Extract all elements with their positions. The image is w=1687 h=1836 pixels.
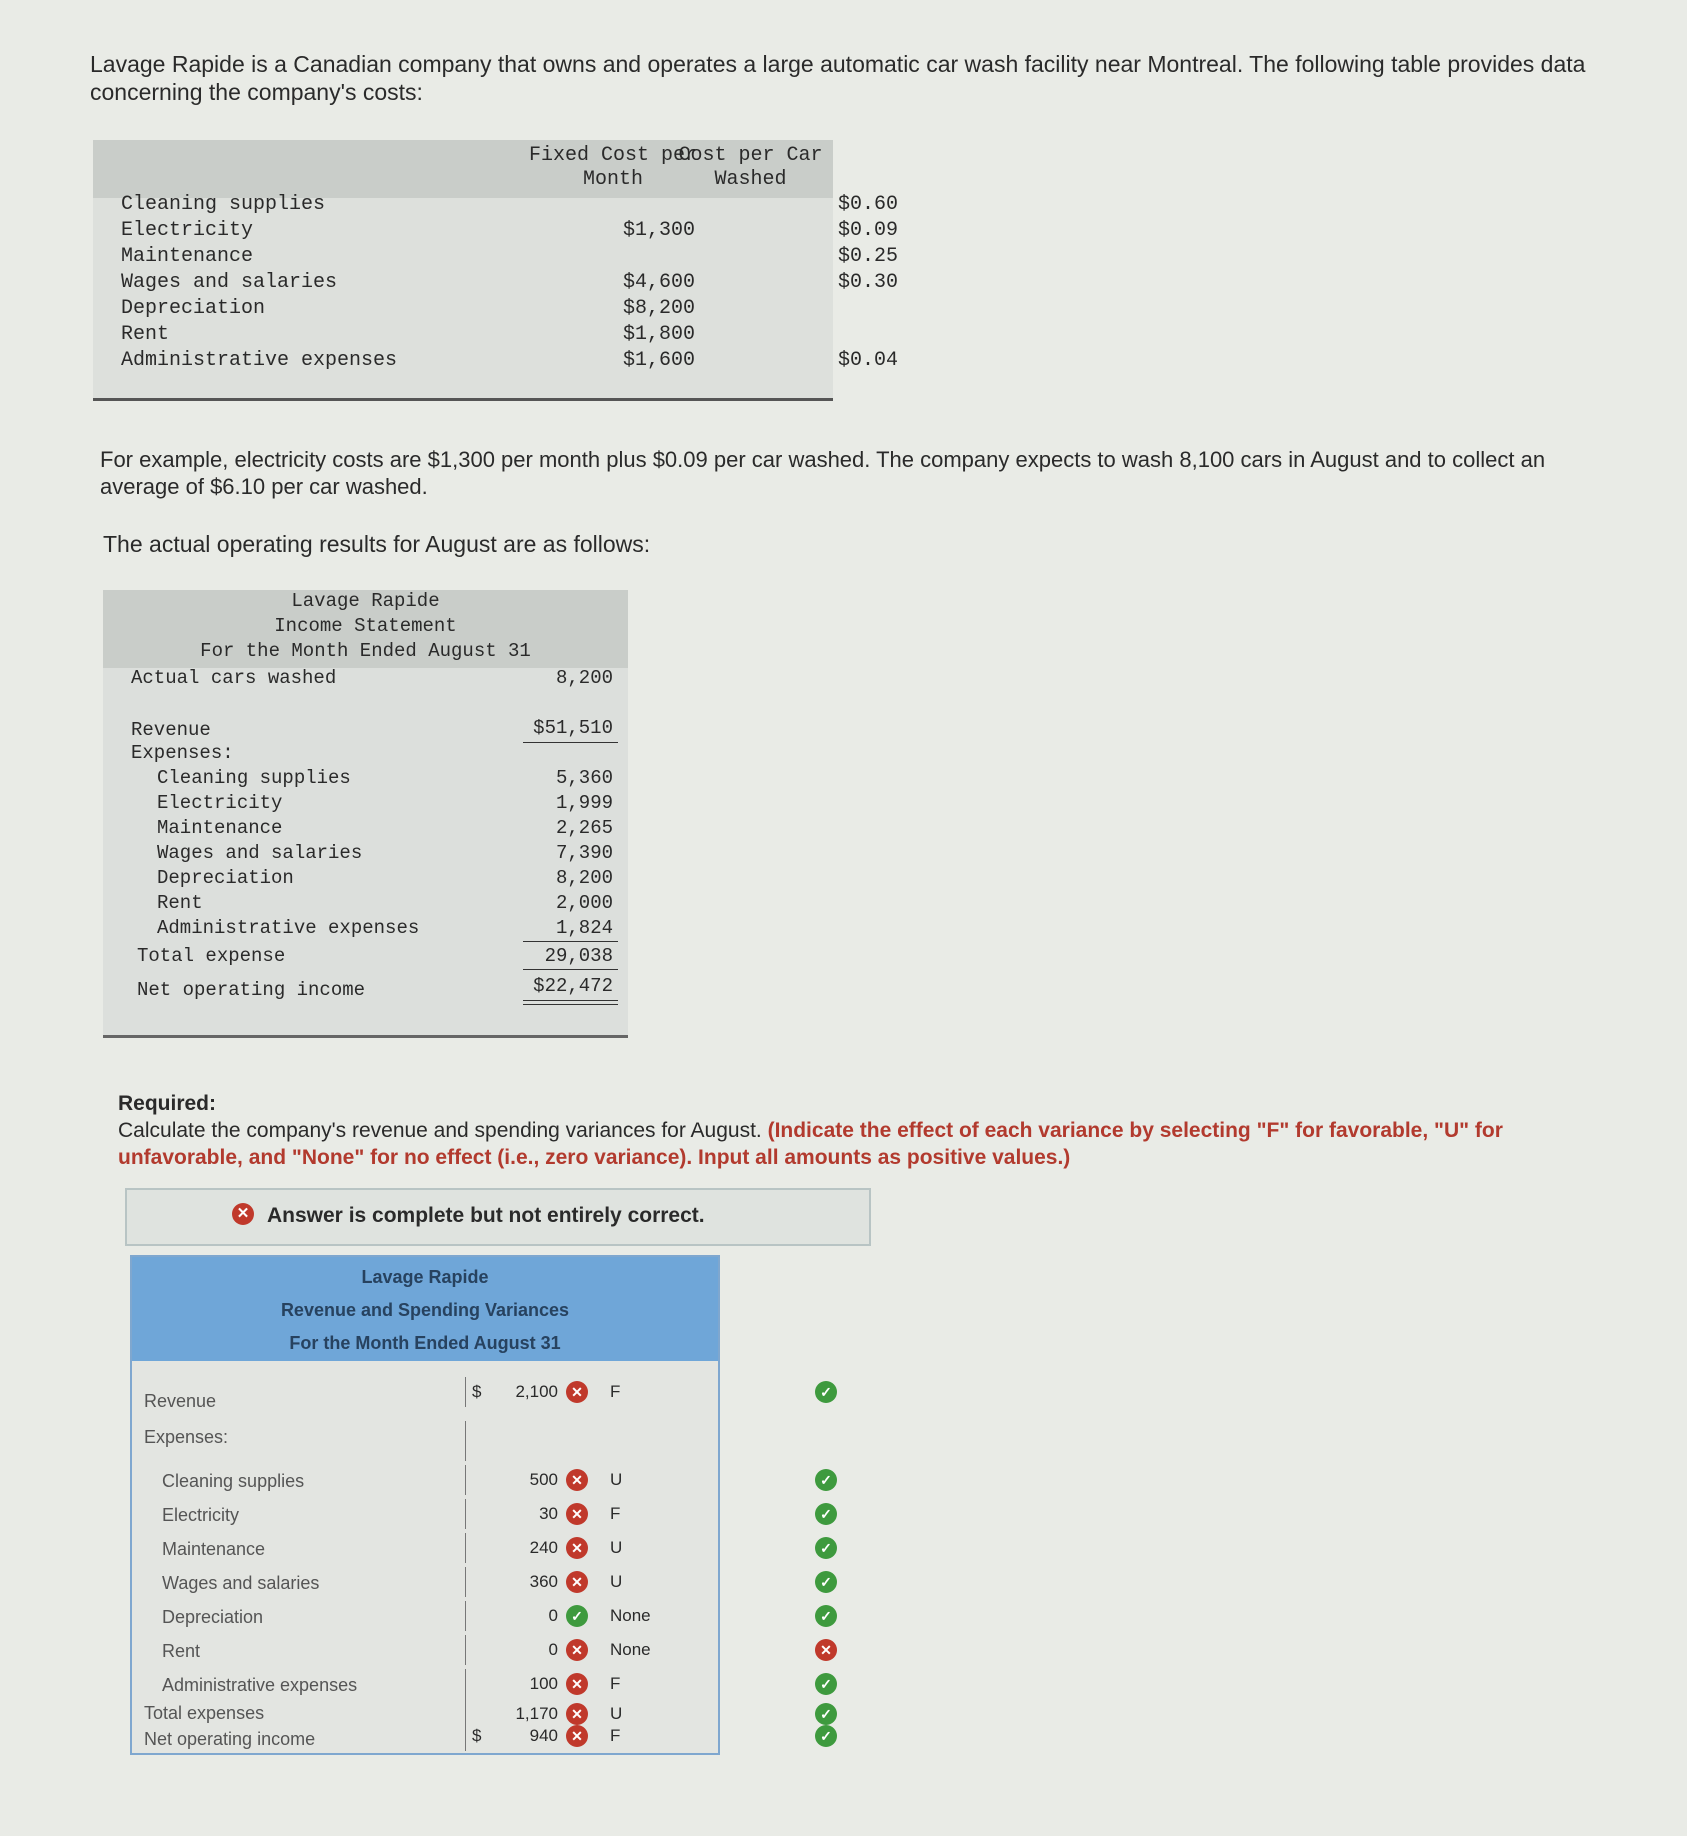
revenue-effect-select[interactable]: F: [610, 1382, 621, 1401]
income-title-company: Lavage Rapide: [291, 590, 440, 612]
required-text: Calculate the company's revenue and spending variances for August.: [118, 1119, 768, 1142]
variance-net-input[interactable]: [465, 1721, 598, 1751]
variance-effect-select[interactable]: F: [610, 1504, 621, 1523]
variance-amount: 360: [529, 1572, 558, 1591]
variance-expense-label: Wages and salaries: [162, 1573, 320, 1593]
variance-expense-label: Cleaning supplies: [162, 1471, 305, 1491]
variance-total-amount: 1,170: [515, 1704, 558, 1723]
income-title-statement: Income Statement: [274, 615, 457, 637]
expense-value: 1,824: [555, 917, 613, 939]
cost-row: [93, 218, 898, 244]
expense-label: Electricity: [157, 792, 283, 814]
incorrect-icon: ✕: [566, 1381, 588, 1403]
incorrect-icon: ✕: [566, 1725, 588, 1747]
expense-value: 5,360: [555, 767, 613, 789]
cost-fixed: $8,200: [622, 297, 695, 320]
income-statement: [103, 590, 628, 1038]
variance-amount: 0: [548, 1640, 558, 1659]
correct-check-icon: ✓: [815, 1703, 837, 1725]
expense-label: Wages and salaries: [157, 842, 363, 864]
incorrect-icon: ✕: [566, 1503, 588, 1525]
answer-status-text: Answer is complete but not entirely correct.: [267, 1204, 705, 1227]
variance-effect-select[interactable]: None: [610, 1606, 651, 1625]
cost-table: [93, 140, 898, 401]
incorrect-icon: ✕: [815, 1639, 837, 1661]
cost-row: [93, 348, 898, 374]
cost-label: Wages and salaries: [121, 271, 338, 294]
cost-row: [93, 244, 898, 270]
variance-revenue-label: Revenue: [144, 1391, 217, 1411]
variance-effect-select[interactable]: U: [610, 1572, 623, 1591]
col-fixed-cost: Fixed Cost per Month: [528, 144, 698, 191]
variance-amount: 500: [529, 1470, 558, 1489]
cost-fixed: $1,600: [622, 349, 695, 372]
cost-var: $0.30: [837, 271, 898, 294]
revenue-amount: 2,100: [515, 1382, 558, 1401]
total-expense-label: Total expense: [137, 945, 286, 967]
variance-net-effect-select[interactable]: F: [610, 1726, 621, 1745]
cost-var: $0.04: [837, 349, 898, 372]
actual-results-paragraph: The actual operating results for August are as follows:: [103, 531, 651, 557]
expense-label: Maintenance: [157, 817, 283, 839]
variance-net-label: Net operating income: [144, 1729, 316, 1749]
incorrect-icon: ✕: [566, 1537, 588, 1559]
variance-amount-input[interactable]: [465, 1465, 598, 1495]
variance-amount: 100: [529, 1674, 558, 1693]
variance-expense-label: Rent: [162, 1641, 201, 1661]
net-income-value: $22,472: [533, 975, 613, 997]
variance-amount-input[interactable]: [465, 1499, 598, 1529]
correct-check-icon: ✓: [815, 1571, 837, 1593]
cost-label: Administrative expenses: [121, 349, 398, 372]
expense-label: Rent: [157, 892, 203, 914]
variance-effect-select[interactable]: F: [610, 1674, 621, 1693]
variance-amount-input[interactable]: [465, 1533, 598, 1563]
correct-check-icon: ✓: [566, 1605, 588, 1627]
revenue-dollar-sign: $: [472, 1382, 482, 1401]
correct-check-icon: ✓: [815, 1605, 837, 1627]
correct-check-icon: ✓: [815, 1537, 837, 1559]
revenue-amount-input[interactable]: [465, 1377, 598, 1407]
variance-total-label: Total expenses: [144, 1703, 265, 1723]
variance-amount-input[interactable]: [465, 1635, 598, 1665]
expense-value: 8,200: [555, 867, 613, 889]
incorrect-icon: ✕: [566, 1571, 588, 1593]
correct-check-icon: ✓: [815, 1503, 837, 1525]
variance-amount: 0: [548, 1606, 558, 1625]
variance-effect-select[interactable]: U: [610, 1470, 623, 1489]
correct-check-icon: ✓: [815, 1469, 837, 1491]
col-cost-per-car: Cost per Car Washed: [678, 144, 823, 191]
incorrect-icon: ✕: [566, 1673, 588, 1695]
variance-expense-label: Depreciation: [162, 1607, 264, 1627]
variance-amount-input[interactable]: [465, 1601, 598, 1631]
cost-label: Maintenance: [121, 245, 254, 268]
answer-status-box: [125, 1188, 871, 1246]
variance-net-amount: 940: [529, 1726, 558, 1745]
cars-washed-value: 8,200: [555, 667, 613, 689]
intro-paragraph: Lavage Rapide is a Canadian company that owns and operates a large automatic car wash facility near Montreal. The following table provides data concerning the company's costs:: [90, 51, 1586, 105]
variance-amount: 240: [529, 1538, 558, 1557]
cost-label: Cleaning supplies: [121, 193, 326, 216]
required-section: [118, 1090, 1558, 1171]
expense-value: 7,390: [555, 842, 613, 864]
variance-expenses-label: Expenses:: [144, 1427, 229, 1447]
income-title-period: For the Month Ended August 31: [200, 640, 531, 662]
expense-value: 2,265: [555, 817, 613, 839]
cost-label: Rent: [121, 323, 170, 346]
variance-effect-select[interactable]: None: [610, 1640, 651, 1659]
variance-title-period: For the Month Ended August 31: [289, 1333, 561, 1353]
revenue-label: Revenue: [131, 719, 211, 741]
revenue-value: $51,510: [533, 717, 613, 739]
variance-effect-select[interactable]: U: [610, 1538, 623, 1557]
variance-expense-label: Maintenance: [162, 1539, 266, 1559]
cost-row: [93, 270, 898, 296]
example-paragraph: For example, electricity costs are $1,300 per month plus $0.09 per car washed. The company expects to wash 8,100 cars in August and to collect an average of $6.10 per car washed.: [100, 447, 1546, 499]
incorrect-icon: ✕: [566, 1703, 588, 1725]
variance-total-effect-select[interactable]: U: [610, 1704, 623, 1723]
net-dollar-sign: $: [472, 1726, 482, 1745]
expense-label: Depreciation: [157, 867, 294, 889]
expense-value: 2,000: [555, 892, 613, 914]
total-expense-value: 29,038: [544, 945, 613, 967]
cost-fixed: $4,600: [622, 271, 695, 294]
cost-row: [93, 192, 898, 218]
correct-check-icon: ✓: [815, 1673, 837, 1695]
incorrect-icon: ✕: [232, 1203, 254, 1225]
required-instruction: (Indicate the effect of each variance by selecting "F" for favorable, "U" for unfavorable, and "None" for no effect (i.e., zero variance). Input all amounts as positive values.): [118, 1119, 1503, 1169]
variance-title-company: Lavage Rapide: [361, 1267, 489, 1287]
expenses-label: Expenses:: [131, 742, 234, 764]
variance-amount-input[interactable]: [465, 1567, 598, 1597]
variance-amount-input[interactable]: [465, 1669, 598, 1699]
variance-expense-label: Electricity: [162, 1505, 240, 1525]
cost-label: Depreciation: [121, 297, 266, 320]
variance-title-report: Revenue and Spending Variances: [280, 1300, 570, 1320]
incorrect-icon: ✕: [566, 1639, 588, 1661]
incorrect-icon: ✕: [566, 1469, 588, 1491]
cost-fixed: $1,300: [622, 219, 695, 242]
net-income-label: Net operating income: [137, 979, 366, 1001]
expense-label: Cleaning supplies: [157, 767, 351, 789]
variance-table: [130, 1255, 832, 1755]
expense-label: Administrative expenses: [157, 917, 420, 939]
cars-washed-label: Actual cars washed: [131, 667, 337, 689]
required-heading: Required:: [118, 1092, 217, 1115]
correct-check-icon: ✓: [815, 1725, 837, 1747]
cost-label: Electricity: [121, 219, 254, 242]
variance-expense-label: Administrative expenses: [162, 1675, 358, 1695]
cost-row: [93, 296, 833, 322]
variance-amount: 30: [539, 1504, 558, 1523]
cost-var: $0.25: [837, 245, 898, 268]
cost-row: [93, 322, 833, 348]
expense-value: 1,999: [555, 792, 613, 814]
cost-var: $0.09: [837, 219, 898, 242]
cost-fixed: $1,800: [622, 323, 695, 346]
correct-check-icon: ✓: [815, 1381, 837, 1403]
cost-var: $0.60: [837, 193, 898, 216]
